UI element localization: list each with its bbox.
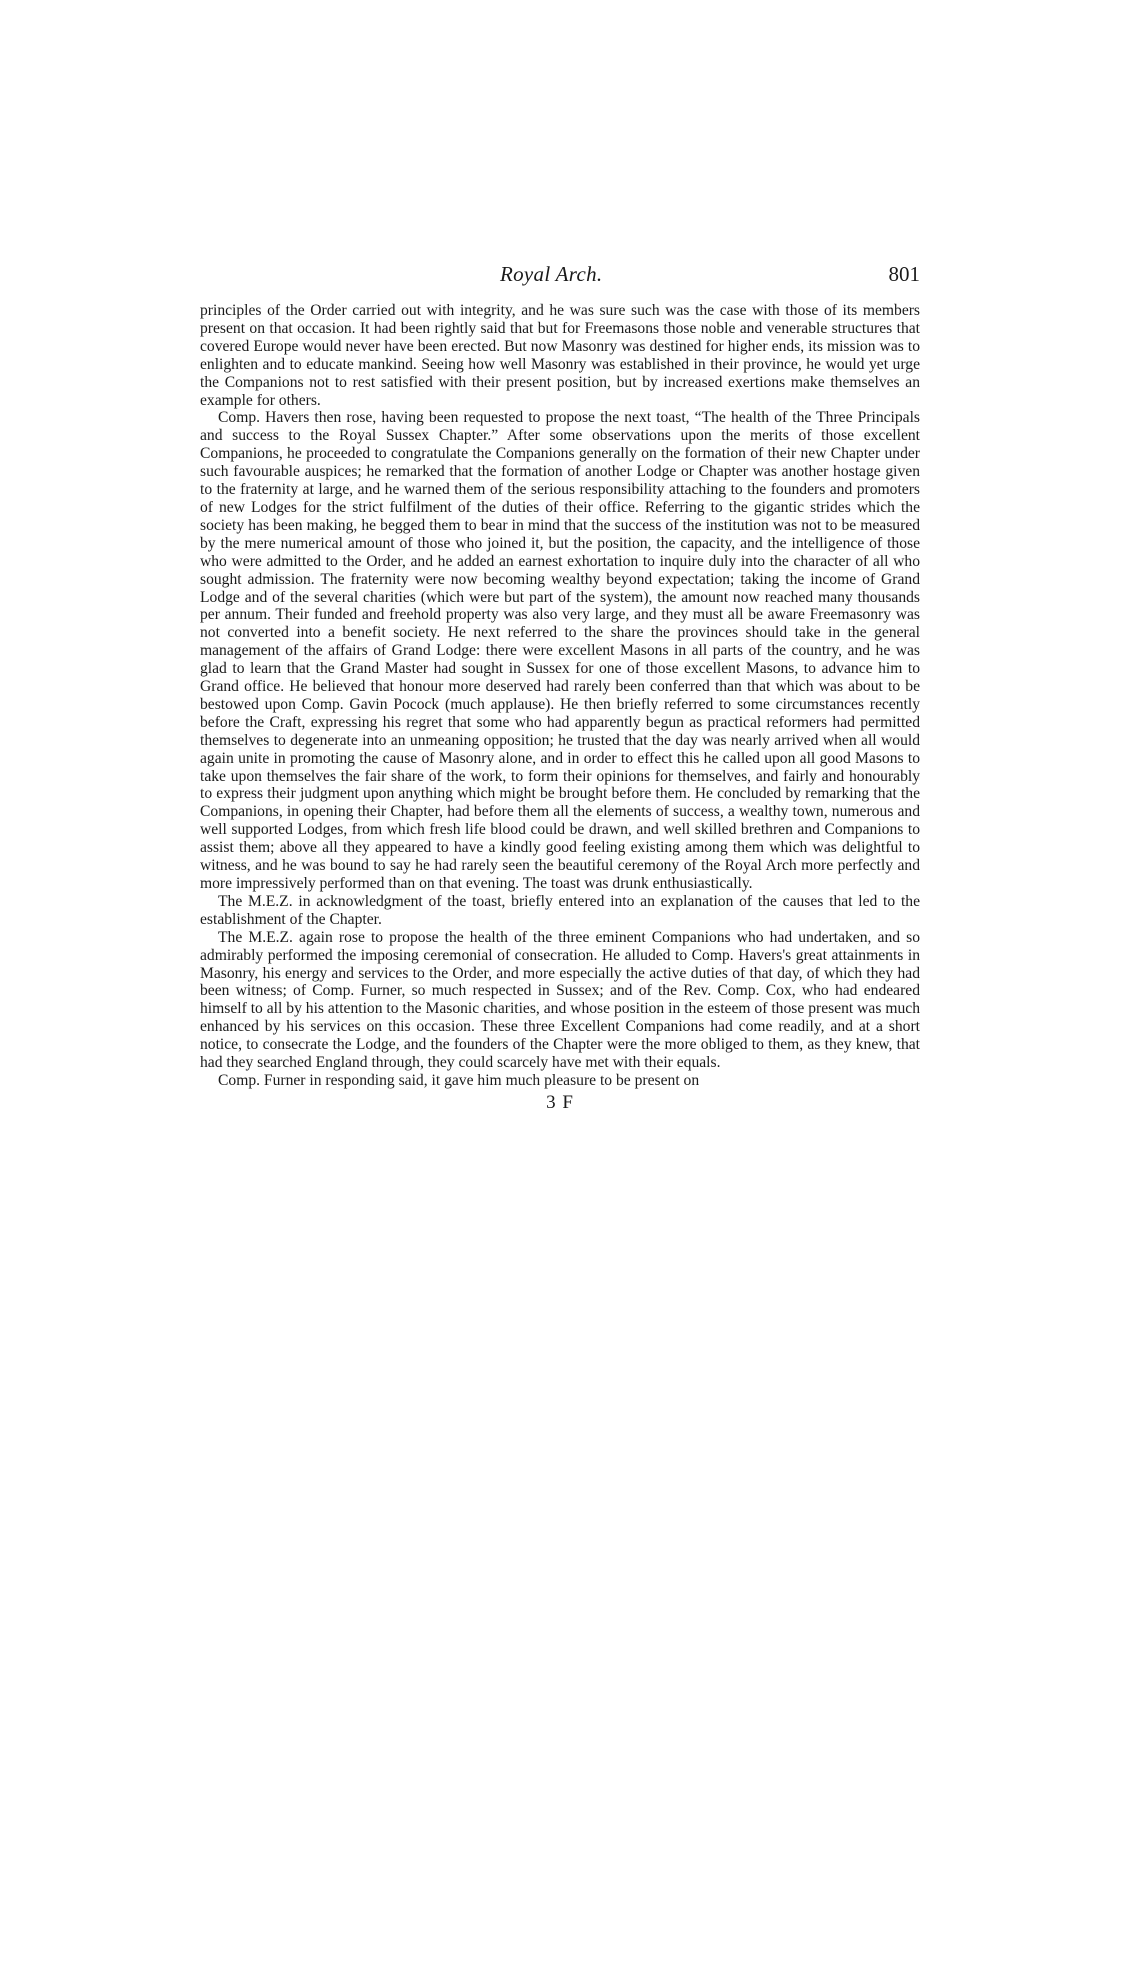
signature-mark: 3 F xyxy=(546,1091,574,1113)
paragraph-mez-health-toast: The M.E.Z. again rose to propose the health of the three eminent Companions who had undertaken, and so admirably performed the imposing ceremonial of consecration. He alluded to Comp. Havers's great attainments in Masonry, his energy and services to the Order, and more especially the active duties of that day, of which they had been witness; of Comp. Furner, so much respected in Sussex; and of the Rev. Comp. Cox, who had endeared himself to all by his attention to the Masonic charities, and whose position in the esteem of those present was much enhanced by his services on this occasion. These three Excellent Companions had come readily, and at a short notice, to consecrate the Lodge, and the founders of the Chapter were the more obliged to them, as they knew, that had they searched England through, they could scarcely have met with their equals. xyxy=(200,928,920,1072)
page-number: 801 xyxy=(888,262,920,286)
running-head xyxy=(200,262,920,302)
body-text xyxy=(200,302,920,1090)
book-page xyxy=(200,262,920,1114)
paragraph-continuation: principles of the Order carried out with integrity, and he was sure such was the case with those of its members present on that occasion. It had been rightly said that but for Freemasons those noble and venerable structures that covered Europe would never have been erected. But now Masonry was destined for higher ends, its mission was to enlighten and to educate mankind. Seeing how well Masonry was established in their province, he would yet urge the Companions not to rest satisfied with their present position, but by increased exertions make themselves an example for others. xyxy=(200,302,920,409)
paragraph-havers-toast: Comp. Havers then rose, having been requested to propose the next toast, “The health of the Three Principals and success to the Royal Sussex Chapter.” After some observations upon the merits of those excellent Companions, he proceeded to congratulate the Companions generally on the formation of their new Chapter under such favourable auspices; he remarked that the formation of another Lodge or Chapter was another hostage given to the fraternity at large, and he warned them of the serious responsibility attaching to the founders and promoters of new Lodges for the strict fulfilment of the duties of their office. Referring to the gigantic strides which the society has been making, he begged them to bear in mind that the success of the institution was not to be measured by the mere numerical amount of those who joined it, but the position, the capacity, and the intelligence of those who were admitted to the Order, and he added an earnest exhortation to inquire duly into the character of all who sought admission. The fraternity were now becoming wealthy beyond expectation; taking the income of Grand Lodge and of the several charities (which were but part of the system), the amount now reached many thousands per annum. Their funded and freehold property was also very large, and they must all be aware Freemasonry was not converted into a benefit society. He next referred to the share the provinces should take in the general management of the affairs of Grand Lodge: there were excellent Masons in all parts of the country, and he was glad to learn that the Grand Master had sought in Sussex for one of those excellent Masons, to advance him to Grand office. He believed that honour more deserved had rarely been conferred than that which was about to be bestowed upon Comp. Gavin Pocock (much applause). He then briefly referred to some circumstances recently before the Craft, expressing his regret that some who had apparently begun as practical reformers had permitted themselves to degenerate into an unmeaning opposition; he trusted that the day was nearly arrived when all would again unite in promoting the cause of Masonry alone, and in order to effect this he called upon all good Masons to take upon themselves the fair share of the work, to form their opinions for themselves, and fairly and honourably to express their judgment upon anything which might be brought before them. He concluded by remarking that the Companions, in opening their Chapter, had before them all the elements of success, a wealthy town, numerous and well supported Lodges, from which fresh life blood could be drawn, and well skilled brethren and Companions to assist them; above all they appeared to have a kindly good feeling existing among them which was delightful to witness, and he was bound to say he had rarely seen the beautiful ceremony of the Royal Arch more perfectly and more impressively performed than on that evening. The toast was drunk enthusiastically. xyxy=(200,409,920,892)
paragraph-mez-acknowledgment: The M.E.Z. in acknowledgment of the toast, briefly entered into an explanation of the causes that led to the establishment of the Chapter. xyxy=(200,892,920,928)
paragraph-furner-response: Comp. Furner in responding said, it gave him much pleasure to be present on xyxy=(218,1071,700,1089)
running-title: Royal Arch. xyxy=(500,262,603,286)
